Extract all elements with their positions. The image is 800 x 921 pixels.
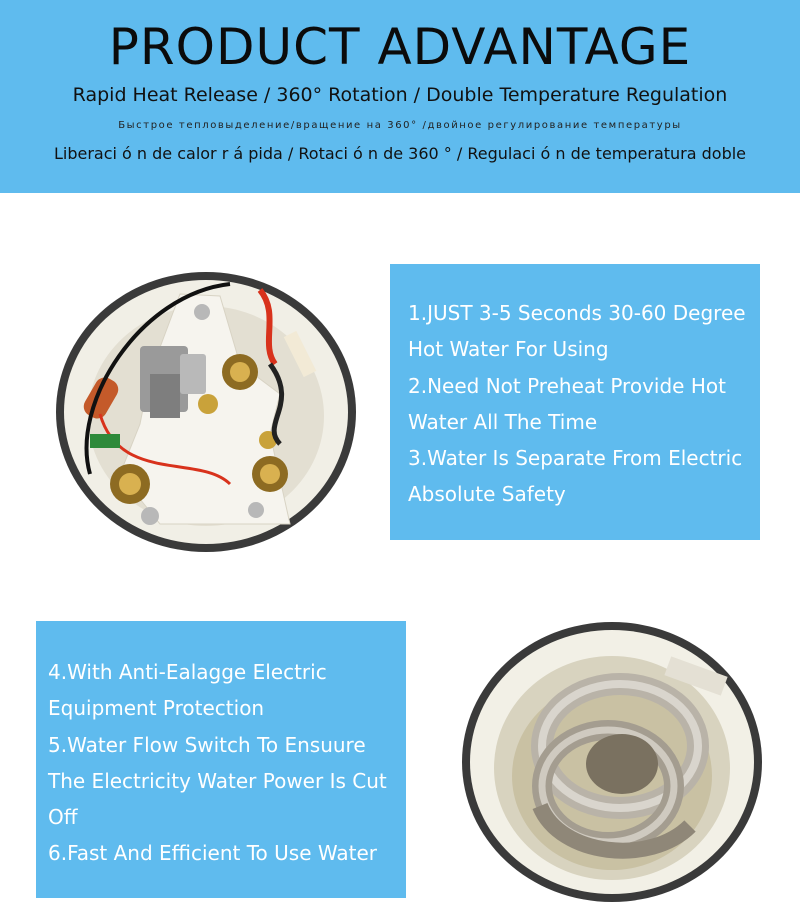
page-title: PRODUCT ADVANTAGE bbox=[108, 18, 692, 76]
feature-item: 3.Water Is Separate From Electric Absolute Safety bbox=[408, 446, 743, 507]
subtitle-russian: Быстрое тепловыделение/вращение на 360° /двойное регулирование температуры bbox=[118, 120, 682, 131]
features-panel-1 bbox=[390, 264, 760, 540]
heating-coil-photo bbox=[440, 596, 780, 918]
subtitle-spanish: Liberaci ó n de calor r á pida / Rotaci ó n de 360 ° / Regulaci ó n de temperatura doble bbox=[53, 144, 747, 163]
feature-item: 6.Fast And Efficient To Use Water bbox=[48, 841, 377, 866]
feature-item: 1.JUST 3-5 Seconds 30-60 Degree Hot Water For Using bbox=[408, 301, 746, 362]
heater-wiring-photo bbox=[30, 254, 382, 576]
feature-item: 5.Water Flow Switch To Ensuure The Electricity Water Power Is Cut Off bbox=[48, 732, 387, 830]
subtitle-english: Rapid Heat Release / 360° Rotation / Double Temperature Regulation bbox=[72, 84, 728, 106]
feature-item: 4.With Anti-Ealagge Electric Equipment Protection bbox=[48, 660, 327, 721]
header-banner bbox=[0, 0, 800, 193]
feature-item: 2.Need Not Preheat Provide Hot Water All The Time bbox=[408, 373, 726, 434]
features-panel-2 bbox=[36, 621, 406, 898]
